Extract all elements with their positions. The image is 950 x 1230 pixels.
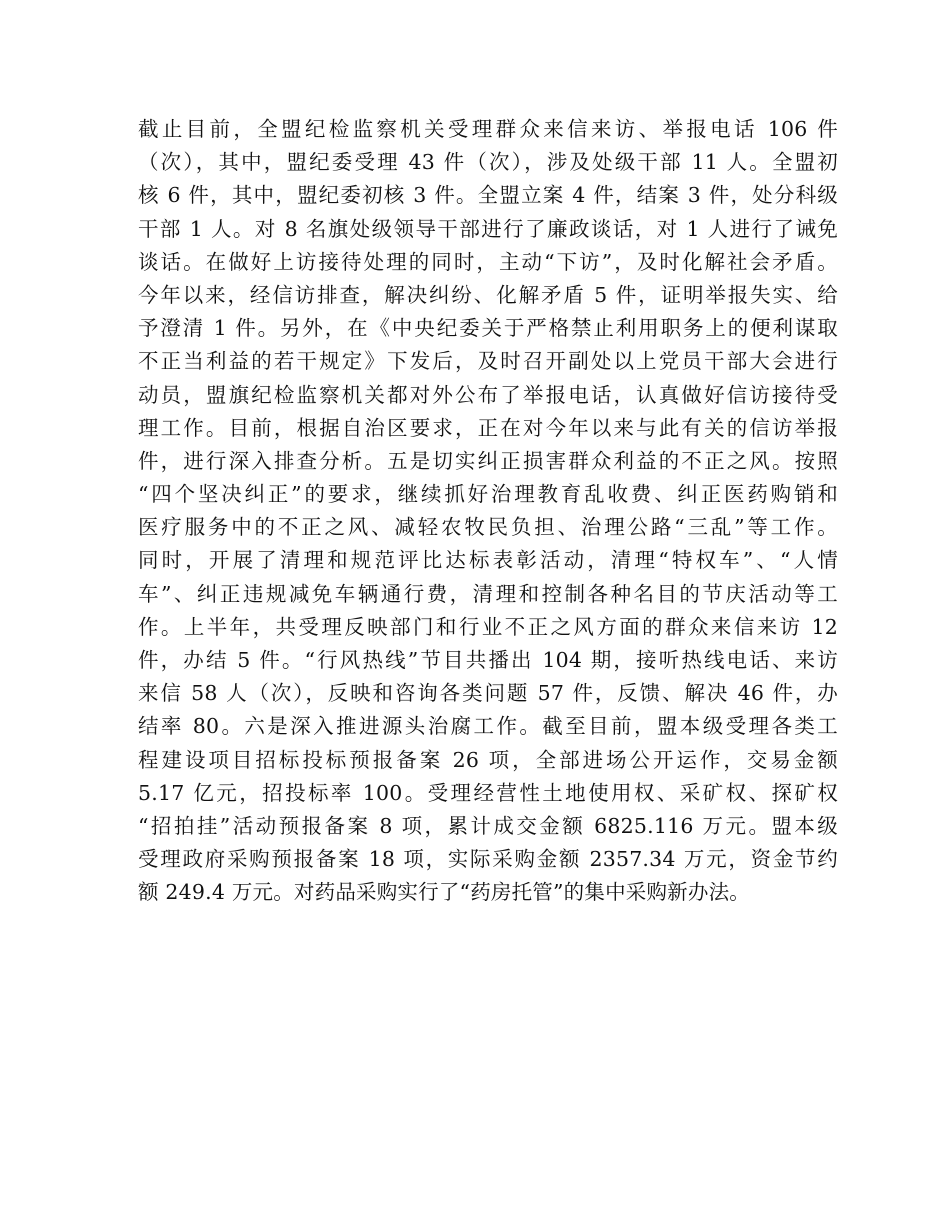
text-line: 干部 1 人。对 8 名旗处级领导干部进行了廉政谈话，对 1 人进行了诫免 [138, 216, 838, 241]
text-line: （次），其中，盟纪委受理 43 件（次），涉及处级干部 11 人。全盟初 [138, 150, 838, 175]
body-paragraph [138, 113, 838, 910]
text-line: 动员，盟旗纪检监察机关都对外公布了举报电话，认真做好信访接待受 [138, 382, 838, 407]
text-line: 5.17 亿元，招投标率 100。受理经营性土地使用权、采矿权、探矿权 [138, 780, 838, 805]
text-line: 医疗服务中的不正之风、减轻农牧民负担、治理公路“三乱”等工作。 [138, 515, 838, 540]
text-line: 不正当利益的若干规定》下发后，及时召开副处以上党员干部大会进行 [138, 349, 838, 374]
text-line: 核 6 件，其中，盟纪委初核 3 件。全盟立案 4 件，结案 3 件，处分科级 [138, 183, 838, 208]
text-line: 结率 80。六是深入推进源头治腐工作。截至目前，盟本级受理各类工 [138, 714, 838, 739]
text-line: 件，进行深入排查分析。五是切实纠正损害群众利益的不正之风。按照 [138, 448, 838, 473]
text-line: “招拍挂”活动预报备案 8 项，累计成交金额 6825.116 万元。盟本级 [138, 813, 838, 838]
text-line: 截止目前，全盟纪检监察机关受理群众来信来访、举报电话 106 件 [138, 117, 838, 141]
text-line: 作。上半年，共受理反映部门和行业不正之风方面的群众来信来访 12 [138, 614, 838, 639]
text-line: 今年以来，经信访排查，解决纠纷、化解矛盾 5 件，证明举报失实、给 [138, 282, 838, 307]
text-line: 予澄清 1 件。另外，在《中央纪委关于严格禁止利用职务上的便利谋取 [138, 316, 838, 341]
text-line: 理工作。目前，根据自治区要求，正在对今年以来与此有关的信访举报 [138, 415, 838, 440]
text-line: 同时，开展了清理和规范评比达标表彰活动，清理“特权车”、“人情 [138, 548, 838, 573]
text-line: 件，办结 5 件。“行风热线”节目共播出 104 期，接听热线电话、来访 [138, 648, 838, 672]
text-line: 额 249.4 万元。对药品采购实行了“药房托管”的集中采购新办法。 [138, 880, 750, 905]
text-line: 程建设项目招标投标预报备案 26 项，全部进场公开运作，交易金额 [138, 747, 838, 772]
text-line: 车”、纠正违规减免车辆通行费，清理和控制各种名目的节庆活动等工 [138, 581, 838, 606]
text-line: “四个坚决纠正”的要求，继续抓好治理教育乱收费、纠正医药购销和 [138, 482, 838, 507]
text-line: 受理政府采购预报备案 18 项，实际采购金额 2357.34 万元，资金节约 [138, 847, 838, 872]
text-line: 来信 58 人（次），反映和咨询各类问题 57 件，反馈、解决 46 件，办 [138, 681, 838, 706]
text-line: 谈话。在做好上访接待处理的同时，主动“下访”，及时化解社会矛盾。 [138, 249, 838, 274]
